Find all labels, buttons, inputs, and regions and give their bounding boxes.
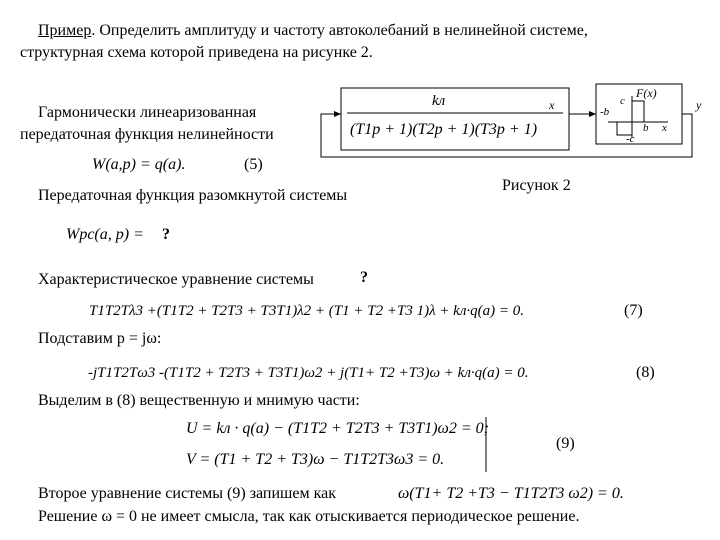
open-loop-formula: Wрс(a, p) =: [66, 226, 144, 243]
nl-x-label: x: [662, 122, 667, 134]
characteristic-equation: T1T2Tλ3 +(T1T2 + T2T3 + T3T1)λ2 + (T1 + T2 +T3 1)λ + kл·q(a) = 0.: [89, 303, 524, 319]
characteristic-question: ?: [360, 269, 368, 286]
block-denominator: (T1p + 1)(T2p + 1)(T3p + 1): [350, 121, 538, 138]
intro-line-2: структурная схема которой приведена на рисунке 2.: [20, 44, 373, 61]
open-loop-question: ?: [162, 226, 170, 243]
separate-eq-number: (9): [556, 435, 575, 452]
nl-function-label: F(x): [636, 86, 657, 100]
nl-minus-c-label: -c: [626, 133, 635, 145]
intro-text: . Определить амплитуду и частоту автоколебаний в нелинейной системе,: [91, 22, 588, 39]
solution-text: Решение ω = 0 не имеет смысла, так как отыскивается периодическое решение.: [38, 508, 580, 525]
harmonic-line-1: Гармонически линеаризованная: [38, 104, 257, 121]
nl-b-label: b: [643, 122, 649, 134]
separate-text: Выделим в (8) вещественную и мнимую части:: [38, 392, 360, 409]
harmonic-eq-number: (5): [244, 156, 263, 173]
example-label: Пример: [38, 22, 92, 39]
second-eq-formula: ω(T1+ T2 +T3 − T1T2T3 ω2) = 0.: [398, 485, 624, 502]
open-loop-text: Передаточная функция разомкнутой системы: [38, 187, 348, 204]
nl-minus-b-label: -b: [600, 106, 610, 118]
substitute-eq-number: (8): [636, 364, 655, 381]
harmonic-formula: W(a,p) = q(a).: [92, 156, 186, 173]
second-eq-text: Второе уравнение системы (9) запишем как: [38, 485, 336, 502]
figure-caption: Рисунок 2: [502, 177, 571, 194]
harmonic-line-2: передаточная функция нелинейности: [20, 126, 274, 143]
characteristic-text: Характеристическое уравнение системы: [38, 271, 314, 288]
signal-x-label: x: [549, 98, 555, 112]
signal-y-label: y: [696, 98, 702, 112]
substitute-equation: -jT1T2Tω3 -(T1T2 + T2T3 + T3T1)ω2 + j(T1+ T2 +T3)ω + kл·q(a) = 0.: [88, 365, 529, 381]
nl-c-label: c: [620, 95, 625, 107]
characteristic-eq-number: (7): [624, 302, 643, 319]
block-numerator: kл: [432, 93, 446, 109]
u-equation: U = kл · q(a) − (T1T2 + T2T3 + T3T1)ω2 = 0;: [186, 420, 489, 437]
v-equation: V = (T1 + T2 + T3)ω − T1T2T3ω3 = 0.: [186, 451, 445, 468]
substitute-text: Подставим p = jω:: [38, 330, 162, 347]
